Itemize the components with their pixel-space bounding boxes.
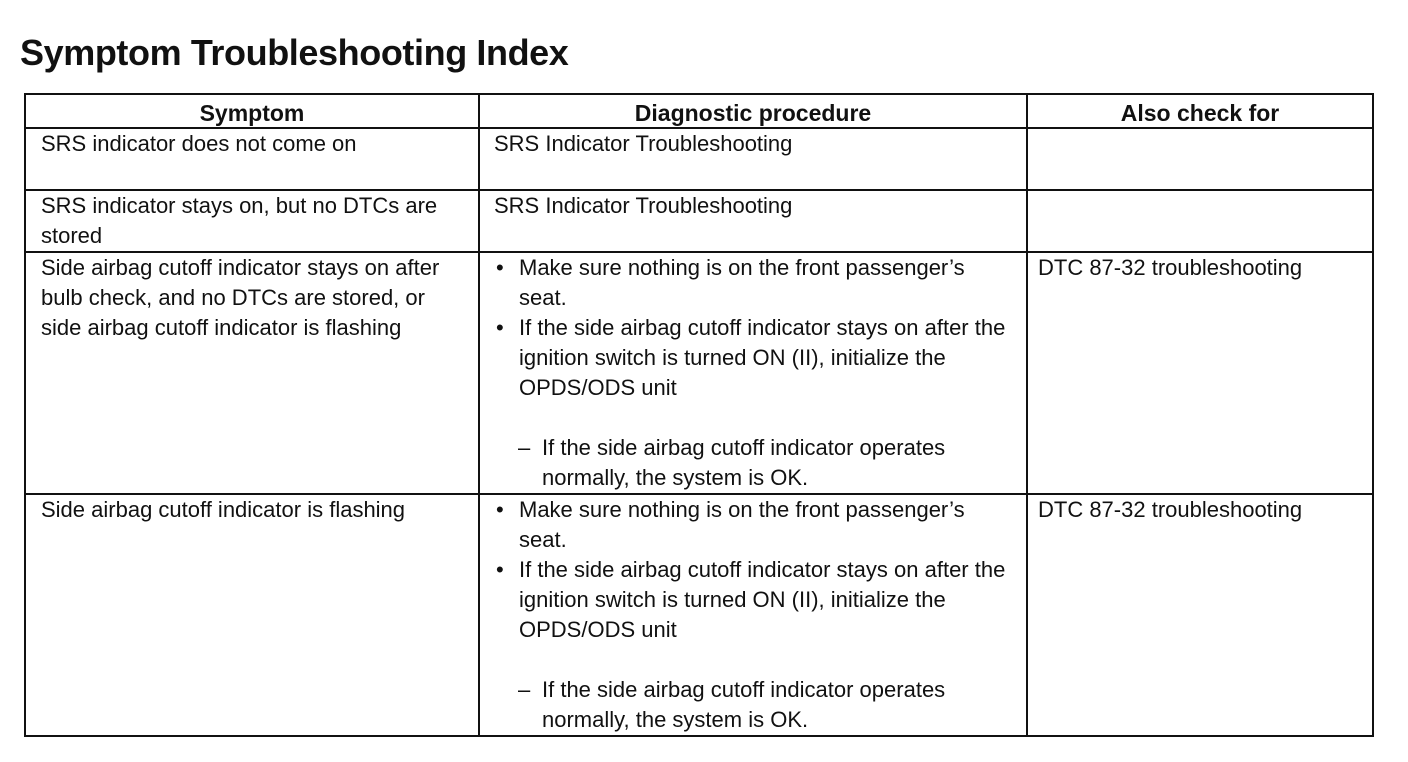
symptom-text: SRS indicator stays on, but no DTCs are stored	[41, 193, 438, 248]
symptom-cell	[25, 128, 479, 190]
also-check-column-header: Also check for	[1027, 94, 1373, 128]
symptom-text: Side airbag cutoff indicator stays on after bulb check, and no DTCs are stored, or side airbag cutoff indicator is flashing	[41, 255, 440, 340]
procedure-text: SRS Indicator Troubleshooting	[494, 193, 793, 218]
procedure-bullet: • Make sure nothing is on the front passenger’s seat.	[494, 253, 1016, 313]
symptom-index-table	[24, 93, 1374, 737]
header-row	[25, 94, 1373, 128]
symptom-text: Side airbag cutoff indicator is flashing	[41, 497, 406, 522]
also-check-cell	[1027, 494, 1373, 736]
procedure-bullet: • Make sure nothing is on the front passenger’s seat.	[494, 495, 1016, 555]
also-check-cell	[1027, 252, 1373, 494]
symptom-text: SRS indicator does not come on	[41, 131, 357, 156]
also-check-text: DTC 87-32 troubleshooting	[1038, 255, 1303, 280]
table-row	[25, 494, 1373, 736]
page-title: Symptom Troubleshooting Index	[20, 32, 569, 74]
procedure-column-header: Diagnostic procedure	[479, 94, 1027, 128]
procedure-cell	[479, 190, 1027, 252]
also-check-text: DTC 87-32 troubleshooting	[1038, 497, 1303, 522]
table-row	[25, 128, 1373, 190]
procedure-bullet: • If the side airbag cutoff indicator stays on after the ignition switch is turned ON (II), initialize the OPDS/ODS unit	[494, 555, 1016, 645]
table-header	[25, 94, 1373, 128]
table-row	[25, 252, 1373, 494]
procedure-cell	[479, 252, 1027, 494]
table-body	[25, 128, 1373, 736]
procedure-sub-item: – If the side airbag cutoff indicator operates normally, the system is OK.	[494, 675, 1016, 735]
symptom-column-header: Symptom	[25, 94, 479, 128]
procedure-cell	[479, 494, 1027, 736]
also-check-cell	[1027, 128, 1373, 190]
symptom-cell	[25, 190, 479, 252]
also-check-cell	[1027, 190, 1373, 252]
procedure-bullet-list	[494, 495, 1016, 645]
symptom-cell	[25, 252, 479, 494]
procedure-sub-item: – If the side airbag cutoff indicator operates normally, the system is OK.	[494, 433, 1016, 493]
procedure-bullet: • If the side airbag cutoff indicator stays on after the ignition switch is turned ON (II), initialize the OPDS/ODS unit	[494, 313, 1016, 403]
procedure-bullet-list	[494, 253, 1016, 403]
procedure-cell	[479, 128, 1027, 190]
symptom-cell	[25, 494, 479, 736]
procedure-text: SRS Indicator Troubleshooting	[494, 131, 793, 156]
table-row	[25, 190, 1373, 252]
